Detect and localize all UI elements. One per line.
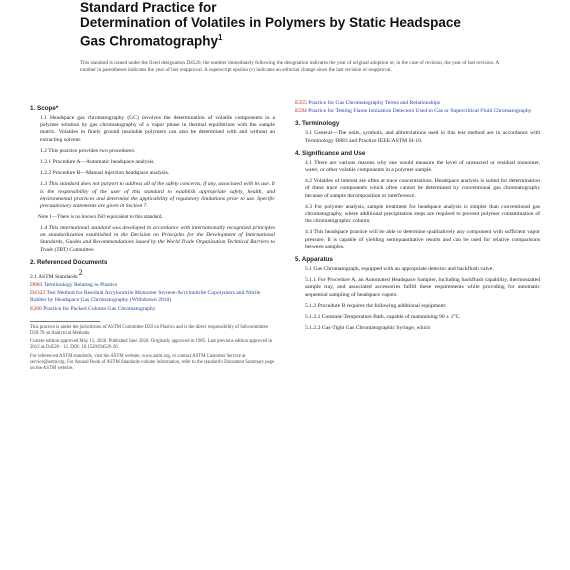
para-4-4: 4.4 This headspace practice will be able to determine qualitatively any component with sufficient vapor pressure. It is capable of yielding semiquantitative results and can be used for relative comparisons between samples. <box>305 229 540 250</box>
footnote-1: This practice is under the jurisdiction of ASTM Committee D20 on Plastics and is the direct responsibility of Subcommittee D20.70 on Analytical Methods. <box>30 324 268 336</box>
para-3-1: 3.1 General—The units, symbols, and abbreviations used in this test method are in accordance with Terminology D883 and Practice IEEE/ASTM SI-10. <box>305 130 540 144</box>
astm-standards-subheading <box>30 269 275 281</box>
astm-standards-label: 2.1 ASTM Standards: <box>30 273 79 280</box>
ref-code: E260 <box>30 305 42 312</box>
title-line-2: Determination of Volatiles in Polymers by Static Headspace <box>80 15 461 30</box>
title-line-3-text: Gas Chromatography <box>80 33 219 49</box>
title-footnote-marker: 1 <box>218 33 223 42</box>
section-heading-scope: 1. Scope* <box>30 105 59 112</box>
para-5-1-2: 5.1.2 Procedure B requires the following additional equipment: <box>305 302 447 309</box>
para-4-1: 4.1 There are various reasons why one would measure the level of unreacted or residual monomer, water, or other volatile components in a polymer sample. <box>305 159 540 174</box>
para-1-2: 1.2 This practice provides two procedures: <box>40 147 136 154</box>
ref-code: E355 <box>295 100 307 106</box>
para-5-1: 5.1 Gas Chromatograph, equipped with an appropriate detector and backflush valve. <box>305 266 494 273</box>
ref-d4322[interactable] <box>30 290 275 304</box>
section-heading-significance: 4. Significance and Use <box>295 149 366 157</box>
para-5-1-1: 5.1.1 For Procedure A, an Automated Headspace Sampler, including backflush capability, thermostatted sample tray, and associated accessories fulfill these requirements while providing for automatic sequential sampling of headspace vapors. <box>305 277 540 298</box>
para-4-3: 4.3 For polymer analysis, sample treatment for headspace analysis is simpler than conventional gas chromatography, where additional precipitation steps are required to prevent polymer contamination of the chromatographic column. <box>305 203 540 225</box>
astm-standards-footnote-marker: 2 <box>78 267 83 277</box>
para-1-4: 1.4 This international standard was developed in accordance with internationally recognized principles on standardization established in the Decision on Principles for the Development of International Standards, Guides and Recommendations issued by the World Trade Organization Technical Barriers to Trade (TBT) Committee. <box>40 225 275 253</box>
ref-code: D4322 <box>30 290 46 297</box>
ref-title: Practice for Packed Column Gas Chromatography <box>43 305 156 312</box>
section-heading-apparatus: 5. Apparatus <box>295 256 333 264</box>
para-1-2-2: 1.2.2 Procedure B—Manual injection headspace analysis. <box>40 170 170 177</box>
note-1: Note 1—There is no known ISO equivalent to this standard. <box>38 214 163 221</box>
title-line-3 <box>80 30 510 49</box>
ref-title: Practice for Gas Chromatography Terms and Relationships <box>308 100 441 106</box>
ref-e355[interactable] <box>295 100 540 107</box>
footnote-2: For referenced ASTM standards, visit the ASTM website, www.astm.org, or contact ASTM Customer Service at service@astm.org. For Annual Book of ASTM Standards volume information, refer to the standard's Document Summary page on the ASTM website. <box>30 353 275 371</box>
title-line-1: Standard Practice for <box>80 0 217 15</box>
document-header <box>80 0 510 49</box>
para-1-1: 1.1 Headspace gas chromatography (GC) involves the determination of volatile components in a polymer solution by gas chromatography of a vapor phase in thermal equilibrium with the sample matrix. Volatiles in finely ground insoluble polymers can also be determined with and without an extracting solvent. <box>40 115 275 143</box>
section-heading-referenced-documents: 2. Referenced Documents <box>30 258 108 266</box>
ref-e594[interactable] <box>295 108 540 115</box>
para-1-2-1: 1.2.1 Procedure A—Automatic headspace analysis. <box>40 159 155 166</box>
right-column <box>295 100 540 336</box>
left-column <box>30 100 275 374</box>
section-heading-terminology: 3. Terminology <box>295 120 340 128</box>
ref-title: Test Method for Residual Acrylonitrile Monomer Styrene-Acrylonitrile Copolymers and Nitrile Rubber by Headspace Gas Chromatography (Withdrawn 2010) <box>30 290 261 304</box>
footnote-divider <box>30 321 100 322</box>
ref-title: Terminology Relating to Plastics <box>43 281 118 288</box>
para-5-1-2-2: 5.1.2.2 Gas-Tight Gas Chromatographic Syringe, which <box>305 325 431 332</box>
ref-d883[interactable] <box>30 282 275 289</box>
para-1-3: 1.3 This standard does not purport to address all of the safety concerns, if any, associated with its use. It is the responsibility of the user of this standard to establish appropriate safety, health, and environmental practices and determine the applicability of regulatory limitations prior to use. Specific precautionary statements are given in Section 7. <box>40 181 275 210</box>
ref-code: D883 <box>30 281 43 288</box>
para-4-2: 4.2 Volatiles of interest are often at trace concentrations. Headspace analysis is suited for determination of these trace components which often cannot be determined by conventional gas chromatography because of sample decomposition or interference. <box>305 178 540 199</box>
issuance-note: This standard is issued under the fixed designation D4526; the number immediately following the designation indicates the year of original adoption or, in the case of revision, the year of last revision. A number in parentheses indicates the year of last reapproval. A superscript epsilon (ε) indicates an editorial change since the last revision or reapproval. <box>80 60 499 73</box>
ref-code: E594 <box>295 108 307 115</box>
footnote-1b: Current edition approved May 15, 2020. Published June 2020. Originally approved in 1985. Last previous edition approved in 2012 as D4526 - 12. DOI: 10.1520/D4526-20. <box>30 339 273 351</box>
ref-title: Practice for Testing Flame Ionization Detectors Used in Gas or Supercritical Fluid Chromatography <box>308 108 532 115</box>
ref-e260[interactable] <box>30 306 275 313</box>
para-5-1-2-1: 5.1.2.1 Constant-Temperature Bath, capable of maintaining 90 ± 1°C. <box>305 314 461 321</box>
